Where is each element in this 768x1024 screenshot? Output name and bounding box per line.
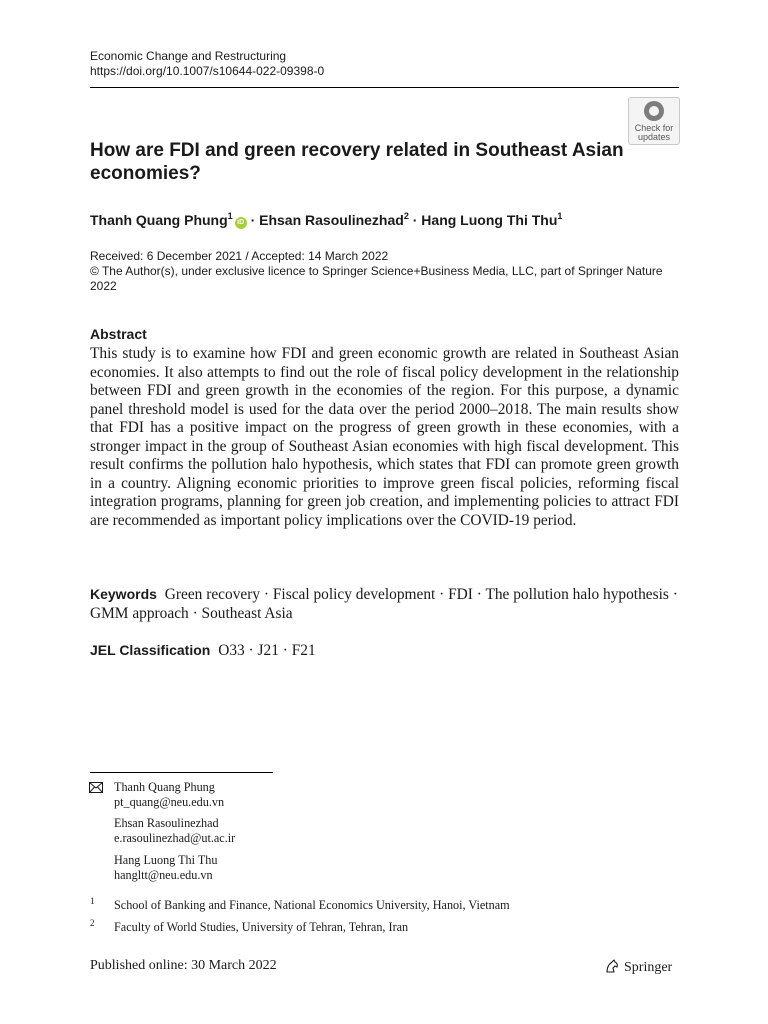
abstract-heading: Abstract [90,326,147,342]
crossmark-label-1: Check for [634,123,674,133]
copyright-year: 2022 [90,279,117,293]
author-separator: · [412,212,418,228]
envelope-icon [89,782,103,793]
author-separator: · [250,212,256,228]
author-affil-sup: 1 [557,211,563,221]
jel-codes: O33 · J21 · F21 [218,642,316,659]
check-for-updates-badge[interactable] [628,97,680,145]
journal-header [90,49,324,79]
springer-wordmark: Springer [624,960,673,975]
header-rule [90,87,679,88]
affiliation-text: Faculty of World Studies, University of Tehran, Tehran, Iran [114,920,409,934]
author-affil-sup: 2 [403,211,409,221]
contact-email[interactable]: pt_quang@neu.edu.vn [114,795,225,809]
keywords [90,585,679,623]
author-affil-sup: 1 [227,211,233,221]
doi-link[interactable]: https://doi.org/10.1007/s10644-022-09398-0 [90,64,325,78]
affiliation-number: 2 [90,918,95,928]
contact-email[interactable]: hangltt@neu.edu.vn [114,868,213,882]
springer-logo [604,958,672,976]
jel-classification [90,641,316,661]
crossmark-icon [644,101,664,121]
crossmark-label-2: updates [637,132,671,142]
jel-label: JEL Classification [90,642,211,658]
abstract-text: This study is to examine how FDI and green economic growth are related in Southeast Asian economies. It also attempts to find out the role of fiscal policy development in the relationship between FDI and green growth in the economies of the region. For this purpose, a dynamic panel threshold model is used for the data over the period 2000–2018. The main results show that FDI has a positive impact on the progress of green growth in these economies, with a stronger impact in the group of Southeast Asian economies with high fiscal development. This result confirms the pollution halo hypothesis, which states that FDI can promote green growth in a country. Aligning economic priorities to improve green fiscal policies, reforming fiscal integration programs, planning for green job creation, and implementing policies to attract FDI are recommended as important policy implications over the COVID-19 period. [90,345,679,529]
contact-email[interactable]: e.rasoulinezhad@ut.ac.ir [114,831,236,845]
article-dates [90,249,680,294]
keywords-label: Keywords [90,586,157,602]
author-list [90,207,562,229]
contact-entry [114,853,217,883]
orcid-icon[interactable]: iD [235,217,247,229]
author-name[interactable]: Thanh Quang Phung [90,212,228,228]
copyright-line: © The Author(s), under exclusive licence to Springer Science+Business Media, LLC, part of Springer Nature [90,264,663,278]
article-title: How are FDI and green recovery related in Southeast Asian economies? [90,140,624,184]
contact-entry [114,780,224,810]
author-name[interactable]: Ehsan Rasoulinezhad [259,212,404,228]
footnote-rule [90,772,273,773]
contact-name: Hang Luong Thi Thu [114,853,218,867]
contact-entry [114,816,235,846]
contact-name: Thanh Quang Phung [114,780,215,794]
published-online: Published online: 30 March 2022 [90,958,277,973]
received-accepted: Received: 6 December 2021 / Accepted: 14 March 2022 [90,249,389,263]
keywords-text: Green recovery · Fiscal policy development · FDI · The pollution halo hypothesis · GMM approach · Southeast Asia [90,586,678,622]
springer-horse-icon [604,958,620,974]
author-name[interactable]: Hang Luong Thi Thu [421,212,558,228]
contact-name: Ehsan Rasoulinezhad [114,816,219,830]
affiliation-text: School of Banking and Finance, National Economics University, Hanoi, Vietnam [114,898,510,912]
journal-name: Economic Change and Restructuring [90,49,287,63]
affiliation-number: 1 [90,896,95,906]
